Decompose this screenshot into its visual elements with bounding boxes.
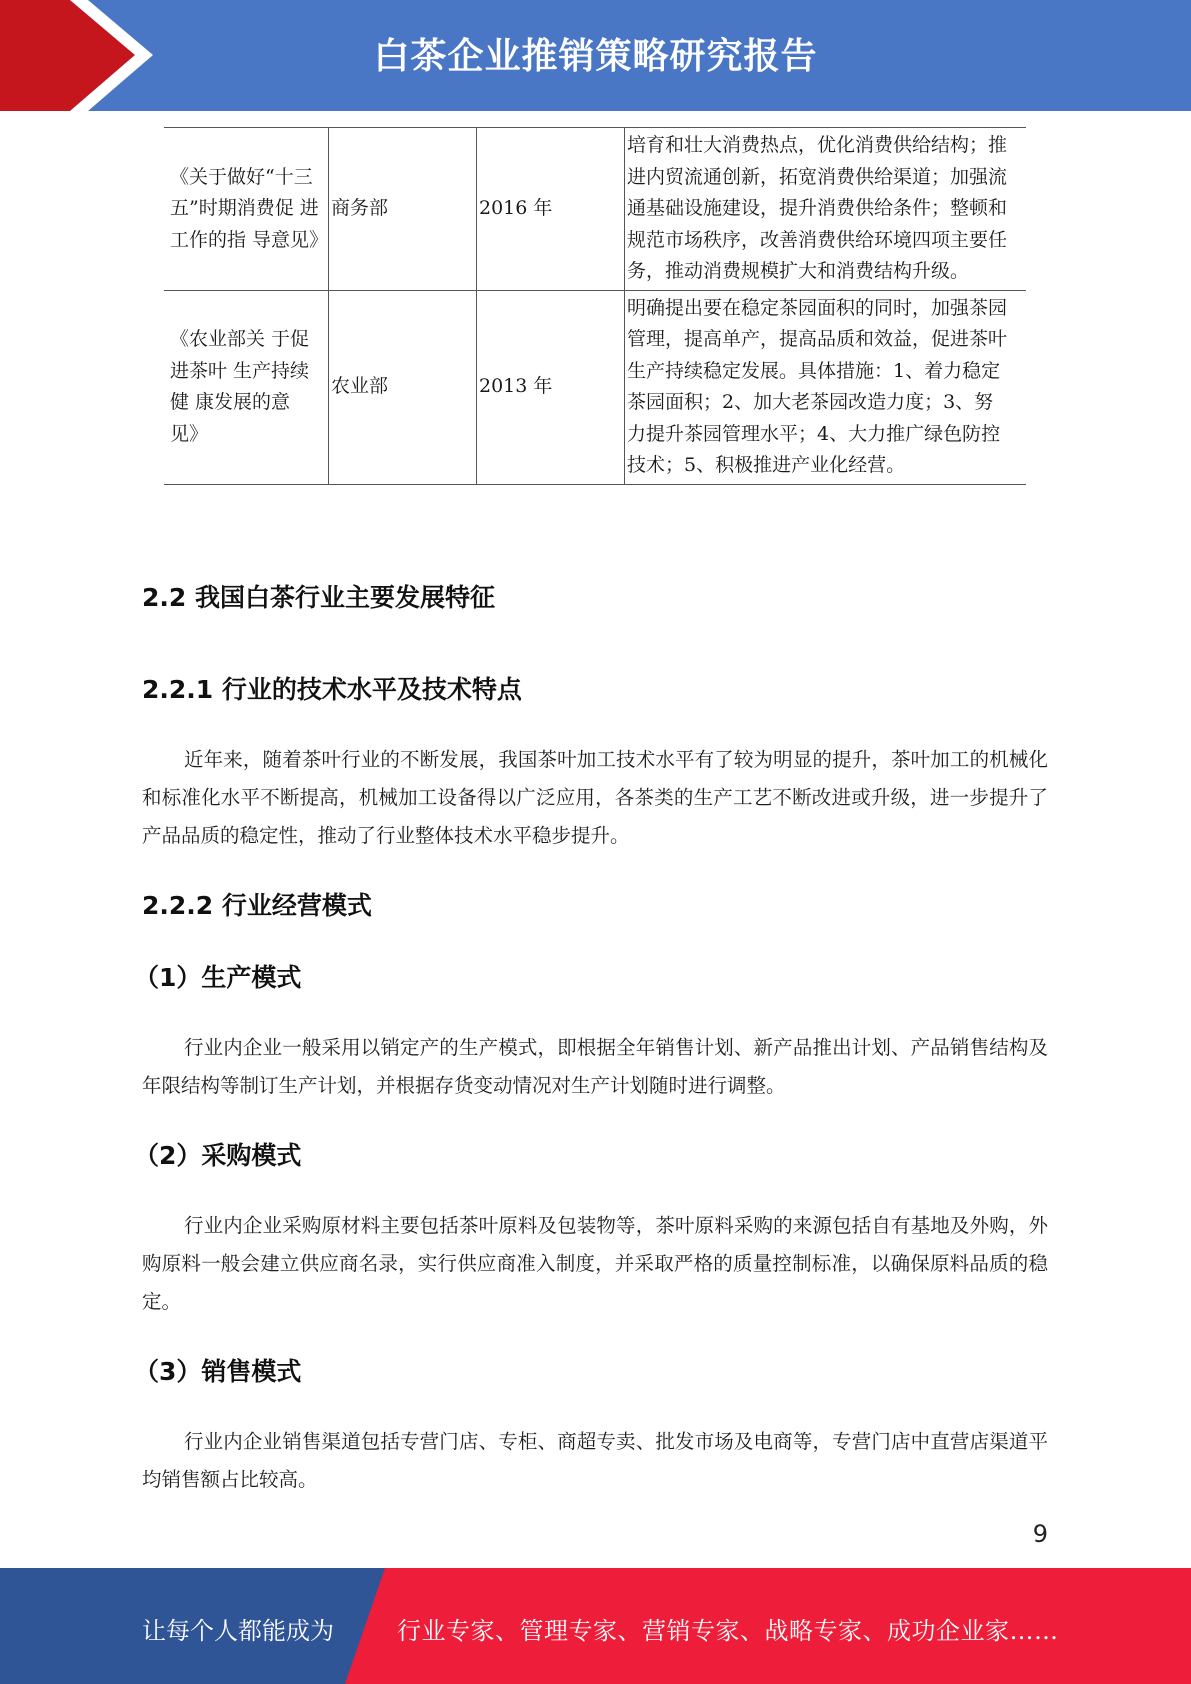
section-heading-2-2-2: 2.2.2 行业经营模式 <box>142 891 372 920</box>
section-heading-2-2: 2.2 我国白茶行业主要发展特征 <box>142 583 495 612</box>
policy-year-cell: 2016 年 <box>477 128 625 291</box>
table-row <box>164 290 1026 484</box>
subheading-sales-mode: （3）销售模式 <box>134 1357 302 1386</box>
subheading-production-mode: （1）生产模式 <box>134 963 302 992</box>
paragraph-production-mode: 行业内企业一般采用以销定产的生产模式，即根据全年销售计划、新产品推出计划、产品销售结构及年限结构等制订生产计划，并根据存货变动情况对生产计划随时进行调整。 <box>142 1036 1048 1097</box>
report-title: 白茶企业推销策略研究报告 <box>373 36 818 77</box>
policy-content-cell: 培育和壮大消费热点，优化消费供给结构；推进内贸流通创新，拓宽消费供给渠道；加强流通基础设施建设，提升消费供给条件；整顿和规范市场秩序，改善消费供给环境四项主要任务，推动消费规模扩大和消费结构升级。 <box>625 128 1027 291</box>
paragraph-purchase-mode: 行业内企业采购原材料主要包括茶叶原料及包装物等，茶叶原料采购的来源包括自有基地及外购，外购原料一般会建立供应商名录，实行供应商准入制度，并采取严格的质量控制标准，以确保原料品质的稳定。 <box>142 1214 1048 1313</box>
paragraph-tech-level: 近年来，随着茶叶行业的不断发展，我国茶叶加工技术水平有了较为明显的提升，茶叶加工的机械化和标准化水平不断提高，机械加工设备得以广泛应用，各茶类的生产工艺不断改进或升级，进一步提升了产品品质的稳定性，推动了行业整体技术水平稳步提升。 <box>142 748 1048 847</box>
policy-dept-cell: 商务部 <box>329 128 477 291</box>
footer-slogan-right: 行业专家、管理专家、营销专家、战略专家、成功企业家…… <box>397 1617 1059 1645</box>
page-header <box>0 0 1191 111</box>
policy-table <box>164 127 1026 485</box>
page-number: 9 <box>1032 1520 1048 1548</box>
page-footer <box>0 1568 1191 1684</box>
section-heading-2-2-1: 2.2.1 行业的技术水平及技术特点 <box>142 675 522 704</box>
footer-slogan-left: 让每个人都能成为 <box>142 1617 334 1645</box>
policy-name-cell: 《农业部关 于促进茶叶 生产持续健 康发展的意 见》 <box>164 290 329 484</box>
policy-name-cell: 《关于做好“十三五”时期消费促 进工作的指 导意见》 <box>164 128 329 291</box>
policy-year-cell: 2013 年 <box>477 290 625 484</box>
policy-content-cell: 明确提出要在稳定茶园面积的同时，加强茶园管理，提高单产，提高品质和效益，促进茶叶生产持续稳定发展。具体措施：1、着力稳定茶园面积；2、加大老茶园改造力度；3、努力提升茶园管理水平；4、大力推广绿色防控技术；5、积极推进产业化经营。 <box>625 290 1027 484</box>
paragraph-sales-mode: 行业内企业销售渠道包括专营门店、专柜、商超专卖、批发市场及电商等，专营门店中直营店渠道平均销售额占比较高。 <box>142 1430 1048 1491</box>
subheading-purchase-mode: （2）采购模式 <box>134 1141 302 1170</box>
table-row <box>164 128 1026 291</box>
policy-dept-cell: 农业部 <box>329 290 477 484</box>
